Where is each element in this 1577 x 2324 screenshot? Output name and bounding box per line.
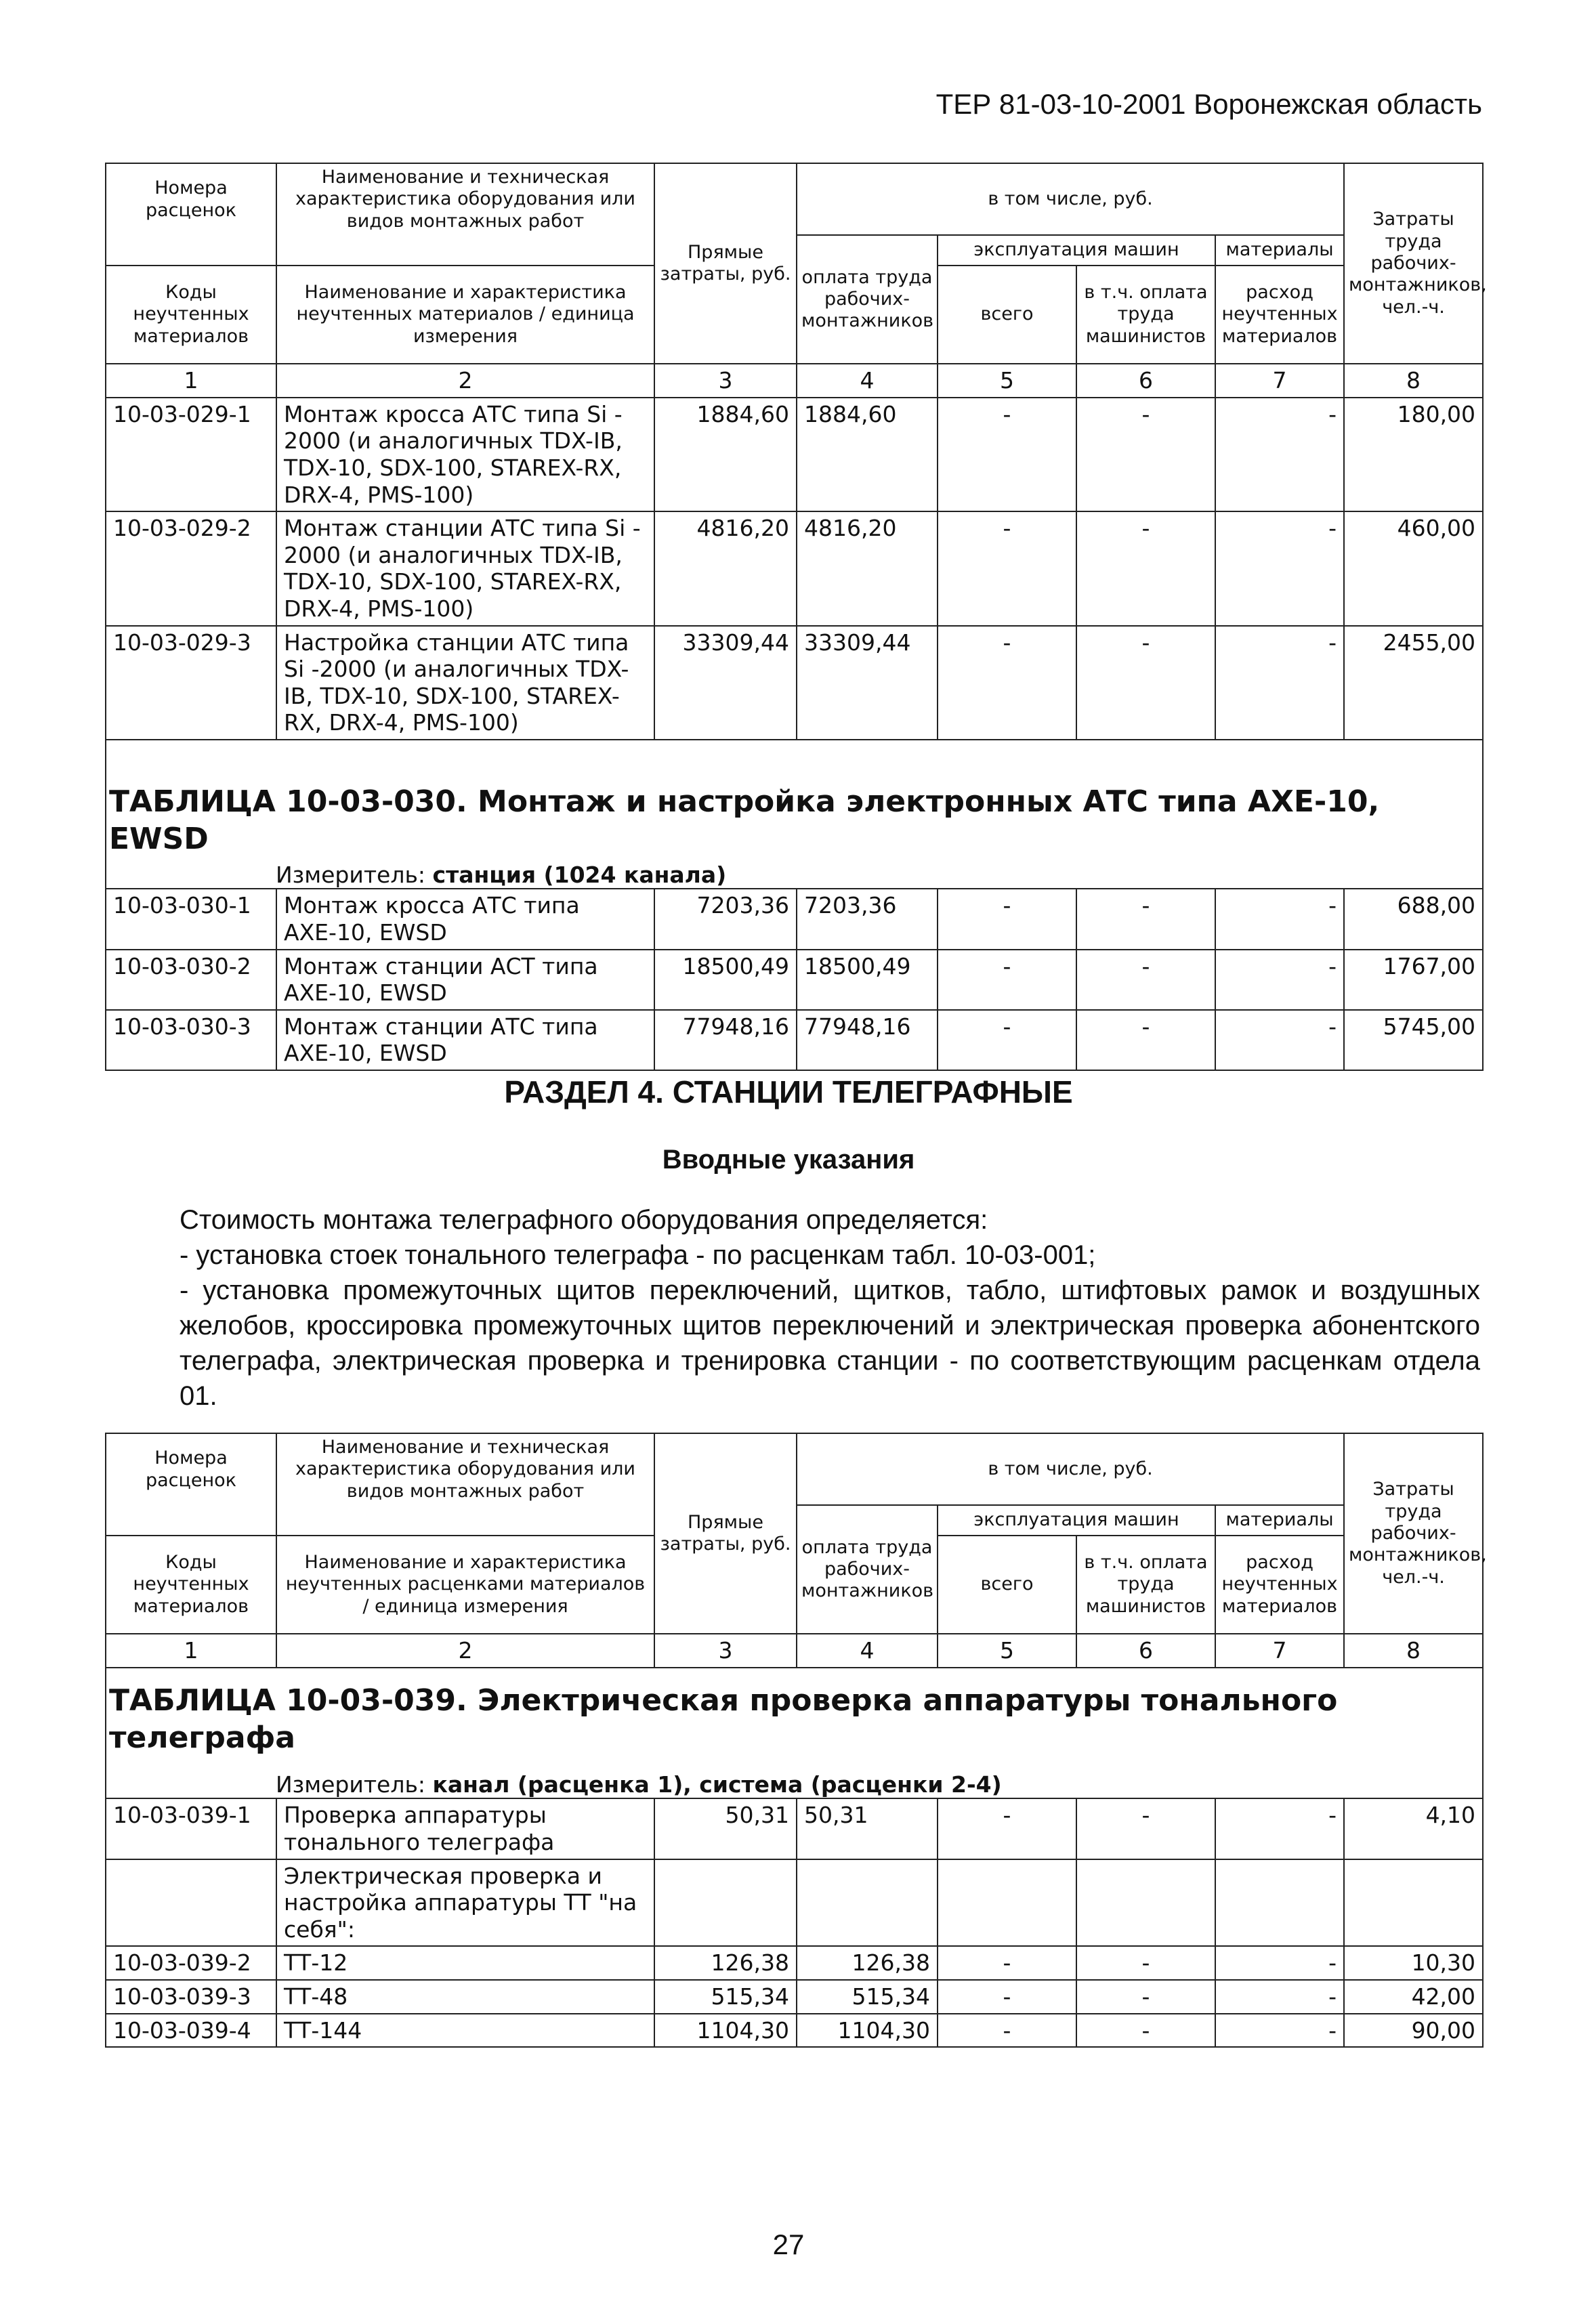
rate-mach: - <box>938 2014 1076 2048</box>
rate-labor: 1767,00 <box>1344 950 1483 1010</box>
header-labor-pay: оплата труда рабочих-монтажников <box>797 1505 938 1634</box>
rate-name: ТТ-144 <box>276 2014 654 2048</box>
meter-line: Измеритель: канал (расценка 1), система (расценки 2-4) <box>276 1771 1002 1798</box>
rate-direct: 1104,30 <box>654 2014 797 2048</box>
rate-direct: 7203,36 <box>654 889 797 949</box>
rate-code: 10-03-029-3 <box>106 626 276 740</box>
rate-code: 10-03-029-2 <box>106 511 276 625</box>
rate-name: Монтаж станции АСТ типа АХЕ-10, EWSD <box>276 950 654 1010</box>
rate-machpay: - <box>1076 950 1215 1010</box>
rate-name: Монтаж кросса АТС типа Si - 2000 (и аналогичных TDX-IB, TDX-10, SDX-100, STAREX-RX, DRX-4, PMS-100) <box>276 398 654 511</box>
rates-table-2 <box>105 1433 1487 2048</box>
rate-mat: - <box>1215 889 1344 949</box>
rate-pay: 1104,30 <box>797 2014 938 2048</box>
rate-mat: - <box>1215 950 1344 1010</box>
rate-labor: 90,00 <box>1344 2014 1483 2048</box>
header-rates: Номера расценок <box>106 1433 276 1505</box>
rate-machpay: - <box>1076 1980 1215 2014</box>
table-row <box>106 1946 1483 1980</box>
header-unaccounted: расход неучтенных материалов <box>1215 1536 1344 1634</box>
table-row <box>106 1798 1483 1859</box>
rate-labor: 10,30 <box>1344 1946 1483 1980</box>
rate-mat: - <box>1215 1980 1344 2014</box>
rate-code: 10-03-039-4 <box>106 2014 276 2048</box>
col-num: 5 <box>938 1634 1076 1668</box>
table-row <box>106 2014 1483 2048</box>
rate-labor: 42,00 <box>1344 1980 1483 2014</box>
intro-paragraph: - установка промежуточных щитов переключений, щитков, табло, штифтовых рамок и воздушных желобов, кроссировка промежуточных щитов переключений и электрическая проверка абонентского телеграфа, электрическая проверка и тренировка станции - по соответствующим расценкам отдела 01. <box>180 1275 1480 1411</box>
col-num: 4 <box>797 364 938 398</box>
rate-direct: 4816,20 <box>654 511 797 625</box>
header-total: всего <box>938 1536 1076 1634</box>
rate-mach: - <box>938 1980 1076 2014</box>
header-machinists: в т.ч. оплата труда машинистов <box>1076 1536 1215 1634</box>
rate-code: 10-03-030-3 <box>106 1010 276 1070</box>
document-header: ТЕР 81-03-10-2001 Воронежская область <box>935 88 1482 120</box>
rate-code: 10-03-039-2 <box>106 1946 276 1980</box>
col-num: 7 <box>1215 1634 1344 1668</box>
header-machines: эксплуатация машин <box>938 1505 1215 1536</box>
col-num: 5 <box>938 364 1076 398</box>
rate-pay: 18500,49 <box>797 950 938 1010</box>
intro-text <box>180 1202 1480 1414</box>
header-name-bottom: Наименование и характеристика неучтенных материалов / единица измерения <box>276 266 654 364</box>
table-row <box>106 1010 1483 1070</box>
table-row <box>106 1859 1483 1947</box>
rate-mach: - <box>938 1798 1076 1859</box>
rate-code: 10-03-039-1 <box>106 1798 276 1859</box>
table-row <box>106 511 1483 625</box>
col-num: 8 <box>1344 1634 1483 1668</box>
rate-name: Монтаж кросса АТС типа АХЕ-10, EWSD <box>276 889 654 949</box>
header-name-top: Наименование и техническая характеристика оборудования или видов монтажных работ <box>276 1433 654 1505</box>
col-num: 2 <box>276 1634 654 1668</box>
header-labor: Затраты труда рабочих-монтажников, чел.-ч. <box>1344 1433 1483 1634</box>
rate-machpay: - <box>1076 889 1215 949</box>
rate-direct: 18500,49 <box>654 950 797 1010</box>
rate-direct: 33309,44 <box>654 626 797 740</box>
section-title: РАЗДЕЛ 4. СТАНЦИИ ТЕЛЕГРАФНЫЕ <box>504 1074 1073 1110</box>
rate-mat: - <box>1215 1946 1344 1980</box>
col-num: 6 <box>1076 1634 1215 1668</box>
header-name-bottom: Наименование и характеристика неучтенных расценками материалов / единица измерения <box>276 1536 654 1634</box>
rate-mach: - <box>938 626 1076 740</box>
rate-code: 10-03-030-1 <box>106 889 276 949</box>
header-materials: материалы <box>1215 235 1344 266</box>
rate-labor: 180,00 <box>1344 398 1483 511</box>
header-rates: Номера расценок <box>106 163 276 235</box>
header-labor: Затраты труда рабочих-монтажников, чел.-ч. <box>1344 163 1483 364</box>
table-row <box>106 398 1483 511</box>
rate-pay: 126,38 <box>797 1946 938 1980</box>
rate-pay: 7203,36 <box>797 889 938 949</box>
rate-name: Монтаж станции АТС типа АХЕ-10, EWSD <box>276 1010 654 1070</box>
subheading: Электрическая проверка и настройка аппаратуры ТТ "на себя": <box>276 1859 654 1947</box>
rate-mach: - <box>938 511 1076 625</box>
rate-machpay: - <box>1076 1946 1215 1980</box>
header-including: в том числе, руб. <box>797 163 1344 235</box>
col-num: 7 <box>1215 364 1344 398</box>
header-labor-pay: оплата труда рабочих-монтажников <box>797 235 938 364</box>
rate-mat: - <box>1215 511 1344 625</box>
table-row <box>106 889 1483 949</box>
rates-table-1 <box>105 163 1487 1071</box>
col-num: 4 <box>797 1634 938 1668</box>
rate-labor: 2455,00 <box>1344 626 1483 740</box>
rate-mat: - <box>1215 1798 1344 1859</box>
header-direct: Прямые затраты, руб. <box>654 163 797 364</box>
table-row <box>106 950 1483 1010</box>
rate-labor: 688,00 <box>1344 889 1483 949</box>
rate-direct: 1884,60 <box>654 398 797 511</box>
table-title: ТАБЛИЦА 10-03-039. Электрическая проверка аппаратуры тонального телеграфа <box>109 1683 1338 1755</box>
rate-machpay: - <box>1076 1798 1215 1859</box>
rate-name: Настройка станции АТС типа Si -2000 (и аналогичных TDX-IB, TDX-10, SDX-100, STAREX-RX, DRX-4, PMS-100) <box>276 626 654 740</box>
meter-line: Измеритель: станция (1024 канала) <box>276 861 727 888</box>
header-machinists: в т.ч. оплата труда машинистов <box>1076 266 1215 364</box>
rate-pay: 50,31 <box>797 1798 938 1859</box>
rate-mach: - <box>938 1010 1076 1070</box>
rate-name: Монтаж станции АТС типа Si - 2000 (и аналогичных TDX-IB, TDX-10, SDX-100, STAREX-RX, DRX-4, PMS-100) <box>276 511 654 625</box>
table-row <box>106 1980 1483 2014</box>
rate-machpay: - <box>1076 1010 1215 1070</box>
page-number: 27 <box>772 2228 805 2260</box>
table-title: ТАБЛИЦА 10-03-030. Монтаж и настройка электронных АТС типа АХЕ-10, EWSD <box>109 784 1380 856</box>
rate-code: 10-03-029-1 <box>106 398 276 511</box>
rate-name: ТТ-12 <box>276 1946 654 1980</box>
intro-paragraph: - установка стоек тонального телеграфа - по расценкам табл. 10-03-001; <box>180 1240 1096 1270</box>
rate-machpay: - <box>1076 398 1215 511</box>
col-num: 1 <box>106 364 276 398</box>
header-codes: Коды неучтенных материалов <box>106 1536 276 1634</box>
rate-labor: 4,10 <box>1344 1798 1483 1859</box>
col-num: 2 <box>276 364 654 398</box>
intro-title: Вводные указания <box>662 1145 915 1175</box>
col-num: 6 <box>1076 364 1215 398</box>
header-total: всего <box>938 266 1076 364</box>
rate-name: Проверка аппаратуры тонального телеграфа <box>276 1798 654 1859</box>
rate-mat: - <box>1215 1010 1344 1070</box>
rate-direct: 50,31 <box>654 1798 797 1859</box>
rate-direct: 77948,16 <box>654 1010 797 1070</box>
rate-mach: - <box>938 950 1076 1010</box>
col-num: 3 <box>654 1634 797 1668</box>
rate-code: 10-03-030-2 <box>106 950 276 1010</box>
rate-mach: - <box>938 398 1076 511</box>
header-name-top: Наименование и техническая характеристика оборудования или видов монтажных работ <box>276 163 654 235</box>
rate-machpay: - <box>1076 626 1215 740</box>
rate-pay: 1884,60 <box>797 398 938 511</box>
header-materials: материалы <box>1215 1505 1344 1536</box>
col-num: 1 <box>106 1634 276 1668</box>
rate-pay: 77948,16 <box>797 1010 938 1070</box>
rate-mach: - <box>938 889 1076 949</box>
header-codes: Коды неучтенных материалов <box>106 266 276 364</box>
col-num: 8 <box>1344 364 1483 398</box>
header-including: в том числе, руб. <box>797 1433 1344 1505</box>
rate-direct: 126,38 <box>654 1946 797 1980</box>
header-unaccounted: расход неучтенных материалов <box>1215 266 1344 364</box>
table-row <box>106 626 1483 740</box>
rate-pay: 33309,44 <box>797 626 938 740</box>
rate-code: 10-03-039-3 <box>106 1980 276 2014</box>
rate-mat: - <box>1215 626 1344 740</box>
rate-machpay: - <box>1076 511 1215 625</box>
rate-labor: 460,00 <box>1344 511 1483 625</box>
header-machines: эксплуатация машин <box>938 235 1215 266</box>
rate-mach: - <box>938 1946 1076 1980</box>
rate-labor: 5745,00 <box>1344 1010 1483 1070</box>
header-direct: Прямые затраты, руб. <box>654 1433 797 1634</box>
rate-machpay: - <box>1076 2014 1215 2048</box>
rate-pay: 4816,20 <box>797 511 938 625</box>
rate-pay: 515,34 <box>797 1980 938 2014</box>
rate-name: ТТ-48 <box>276 1980 654 2014</box>
rate-mat: - <box>1215 398 1344 511</box>
col-num: 3 <box>654 364 797 398</box>
rate-direct: 515,34 <box>654 1980 797 2014</box>
intro-paragraph: Стоимость монтажа телеграфного оборудования определяется: <box>180 1205 988 1235</box>
rate-mat: - <box>1215 2014 1344 2048</box>
